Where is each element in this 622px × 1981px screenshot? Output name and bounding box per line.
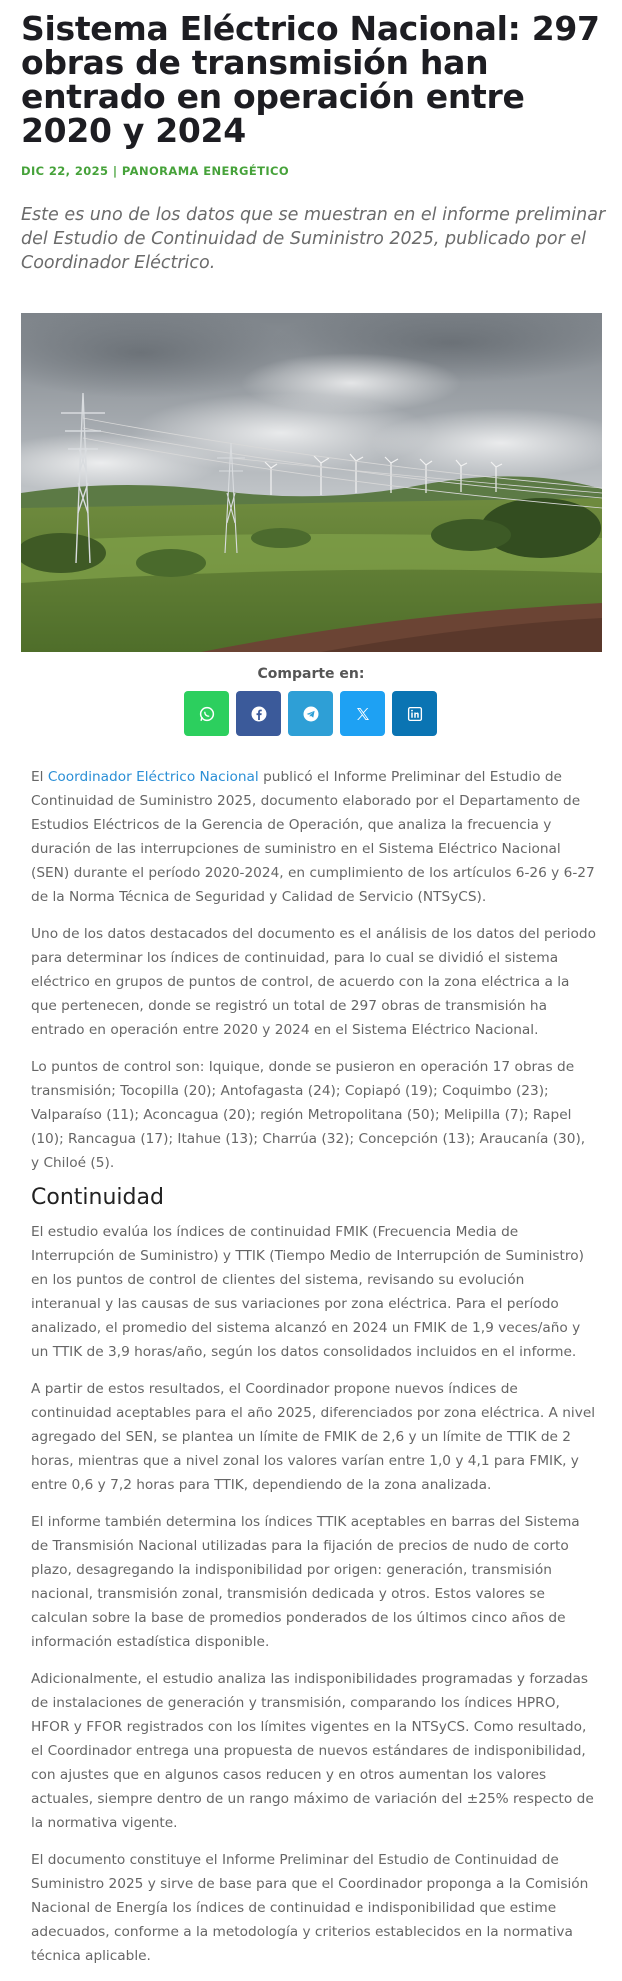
whatsapp-icon <box>198 705 216 723</box>
x-share-button[interactable] <box>340 691 385 736</box>
telegram-share-button[interactable] <box>288 691 333 736</box>
paragraph-2: Uno de los datos destacados del documento es el análisis de los datos del periodo para determinar los índices de continuidad, para lo cual se dividió el sistema eléctrico en grupos de puntos de control, de acuerdo con la zona eléctrica a la que pertenecen, donde se registró un total de 297 obras de transmisión ha entrado en operación entre 2020 y 2024 en el Sistema Eléctrico Nacional. <box>31 926 596 1038</box>
linkedin-icon <box>406 705 424 723</box>
coordinador-link[interactable]: Coordinador Eléctrico Nacional <box>47 769 259 785</box>
paragraph-4: El estudio evalúa los índices de continuidad FMIK (Frecuencia Media de Interrupción de Suministro) y TTIK (Tiempo Medio de Interrupción de Suministro) en los puntos de control de clientes del sistema, revisando su evolución interanual y las causas de sus variaciones por zona eléctrica. Para el período analizado, el promedio del sistema alcanzó en 2024 un FMIK de 1,9 veces/año y un TTIK de 3,9 horas/año, según los datos consolidados incluidos en el informe. <box>31 1224 584 1360</box>
hero-image <box>21 313 602 652</box>
telegram-icon <box>302 705 320 723</box>
article-title: Sistema Eléctrico Nacional: 297 obras de transmisión han entrado en operación entre 2020 y 2024 <box>21 9 600 150</box>
whatsapp-share-button[interactable] <box>184 691 229 736</box>
paragraph-1: El Coordinador Eléctrico Nacional publicó el Informe Preliminar del Estudio de Continuidad de Suministro 2025, documento elaborado por el Departamento de Estudios Eléctricos de la Gerencia de Operación, que analiza la frecuencia y duración de las interrupciones de suministro en el Sistema Eléctrico Nacional (SEN) durante el período 2020-2024, en cumplimiento de los artículos 6-26 y 6-27 de la Norma Técnica de Seguridad y Calidad de Servicio (NTSyCS). <box>31 769 595 905</box>
article-lead: Este es uno de los datos que se muestran en el informe preliminar del Estudio de Continuidad de Suministro 2025, publicado por el Coordinador Eléctrico. <box>21 205 606 273</box>
share-label: Comparte en: <box>257 666 365 682</box>
share-buttons <box>184 691 437 736</box>
paragraph-5: A partir de estos resultados, el Coordinador propone nuevos índices de continuidad aceptables para el año 2025, diferenciados por zona eléctrica. A nivel agregado del SEN, se plantea un límite de FMIK de 2,6 y un límite de TTIK de 2 horas, mientras que a nivel zonal los valores varían entre 1,0 y 4,1 para FMIK, y entre 0,6 y 7,2 horas para TTIK, dependiendo de la zona analizada. <box>31 1381 596 1493</box>
section-heading-continuidad: Continuidad <box>31 1185 164 1210</box>
article-category[interactable]: PANORAMA ENERGÉTICO <box>121 164 290 178</box>
linkedin-share-button[interactable] <box>392 691 437 736</box>
meta-separator: | <box>108 164 122 178</box>
facebook-share-button[interactable] <box>236 691 281 736</box>
article-meta <box>21 164 289 178</box>
paragraph-6: El informe también determina los índices TTIK aceptables en barras del Sistema de Transmisión Nacional utilizadas para la fijación de precios de nudo de corto plazo, desagregando la indisponibilidad por origen: generación, transmisión nacional, transmisión zonal, transmisión dedicada y otros. Estos valores se calculan sobre la base de promedios ponderados de los últimos cinco años de información estadística disponible. <box>31 1514 580 1650</box>
paragraph-3: Lo puntos de control son: Iquique, donde se pusieron en operación 17 obras de transmisión; Tocopilla (20); Antofagasta (24); Copiapó (19); Coquimbo (23); Valparaíso (11); Aconcagua (20); región Metropolitana (50); Melipilla (7); Rapel (10); Rancagua (17); Itahue (13); Charrúa (32); Concepción (13); Araucanía (30), y Chiloé (5). <box>31 1059 586 1171</box>
facebook-icon <box>250 705 268 723</box>
article-body <box>31 765 596 1981</box>
x-icon <box>354 705 372 723</box>
paragraph-7: Adicionalmente, el estudio analiza las indisponibilidades programadas y forzadas de instalaciones de generación y transmisión, comparando los índices HPRO, HFOR y FFOR registrados con los límites vigentes en la NTSyCS. Como resultado, el Coordinador entrega una propuesta de nuevos estándares de indisponibilidad, con ajustes que en algunos casos reducen y en otros aumentan los valores actuales, siempre dentro de un rango máximo de variación del ±25% respecto de la normativa vigente. <box>31 1671 594 1831</box>
article-date: DIC 22, 2025 <box>21 164 109 178</box>
paragraph-8: El documento constituye el Informe Preliminar del Estudio de Continuidad de Suministro 2025 y sirve de base para que el Coordinador proponga a la Comisión Nacional de Energía los índices de continuidad e indisponibilidad que estime adecuados, conforme a la metodología y criterios establecidos en la normativa técnica aplicable. <box>31 1852 589 1964</box>
